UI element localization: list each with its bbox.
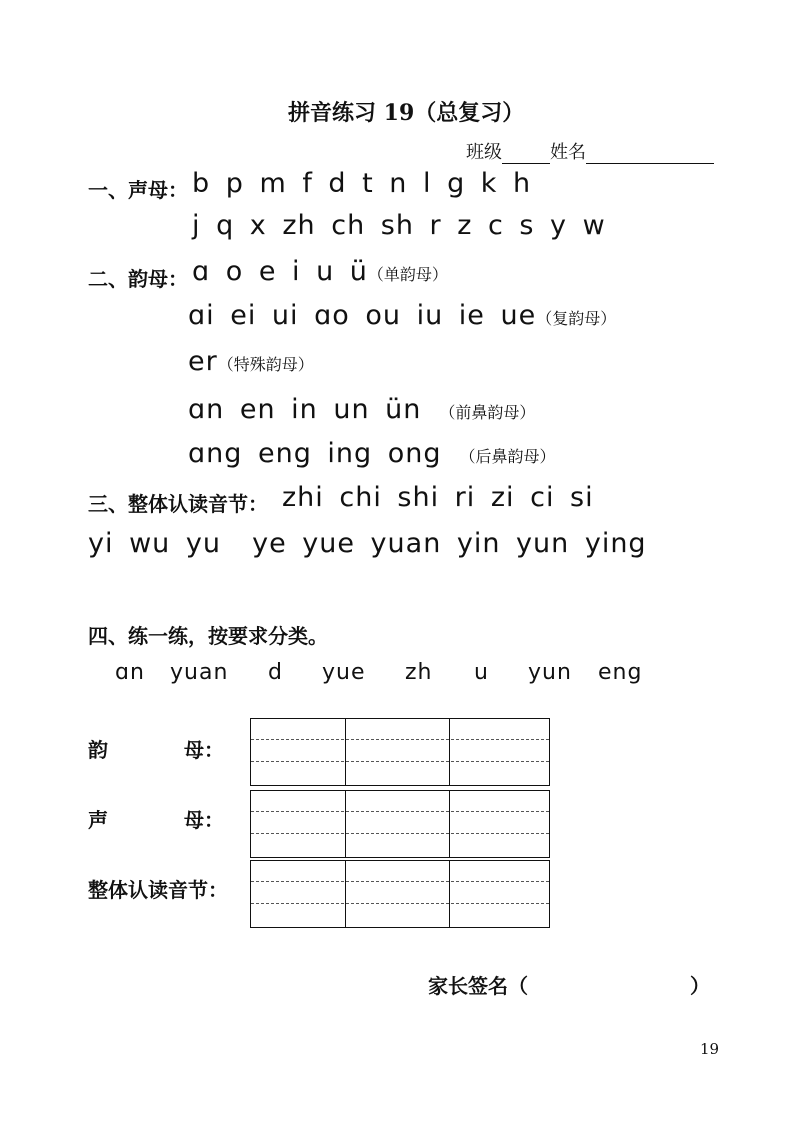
- special-final: er: [188, 346, 218, 377]
- parent-signature-close: ）: [690, 974, 710, 998]
- section2-label: 二、韵母：: [88, 267, 188, 291]
- page-title: 拼音练习 19（总复习）: [288, 100, 525, 126]
- guide-line: [251, 761, 549, 762]
- word-item: u: [474, 660, 489, 685]
- whole-syllables-row-1: zhi chi shi ri zi ci si: [282, 482, 594, 513]
- initials-row-1: b p m f d t n l g k h: [192, 168, 532, 199]
- front-nasal-line: [188, 394, 535, 425]
- guide-line: [251, 811, 549, 812]
- name-blank: [586, 145, 714, 164]
- finals-row-label-a: 韵: [88, 738, 108, 762]
- compound-finals-line: [188, 300, 616, 331]
- cell-divider: [345, 719, 346, 785]
- special-final-note: （特殊韵母）: [217, 355, 314, 374]
- finals-row-label-b: 母：: [184, 738, 224, 762]
- word-item: yue: [322, 660, 366, 685]
- back-nasal-note: （后鼻韵母）: [459, 447, 556, 466]
- page-number: 19: [700, 1040, 720, 1058]
- cell-divider: [345, 791, 346, 857]
- guide-line: [251, 739, 549, 740]
- whole-syllables-row-label: 整体认读音节：: [88, 878, 228, 902]
- whole-syllables-row-2: yi wu yu ye yue yuan yin yun ying: [88, 528, 647, 559]
- section3-label: 三、整体认读音节：: [88, 492, 268, 516]
- cell-divider: [449, 791, 450, 857]
- single-finals: ɑ o e i u ü: [192, 256, 368, 287]
- word-item: d: [268, 660, 283, 685]
- compound-finals-note: （复韵母）: [536, 309, 617, 328]
- whole-syllables-writing-grid[interactable]: [250, 860, 550, 928]
- word-item: zh: [405, 660, 433, 685]
- finals-writing-grid[interactable]: [250, 718, 550, 786]
- section4-label: 四、练一练，按要求分类。: [88, 624, 328, 648]
- word-item: yun: [528, 660, 572, 685]
- parent-signature-label: 家长签名（: [428, 974, 528, 998]
- cell-divider: [449, 719, 450, 785]
- word-item: eng: [598, 660, 643, 685]
- special-final-line: [188, 346, 314, 377]
- initials-writing-grid[interactable]: [250, 790, 550, 858]
- word-item: ɑn: [115, 660, 145, 685]
- initials-row-label-b: 母：: [184, 808, 224, 832]
- front-nasal-finals: ɑn en in un ün: [188, 394, 422, 425]
- back-nasal-finals: ɑng eng ing ong: [188, 438, 442, 469]
- cell-divider: [449, 861, 450, 927]
- single-finals-line: [192, 256, 448, 287]
- compound-finals: ɑi ei ui ɑo ou iu ie ue: [188, 300, 537, 331]
- class-blank: [502, 145, 550, 164]
- cell-divider: [345, 861, 346, 927]
- guide-line: [251, 833, 549, 834]
- section1-label: 一、声母：: [88, 178, 188, 202]
- word-item: yuan: [170, 660, 229, 685]
- name-label: 姓名: [550, 142, 586, 163]
- class-name-line: [466, 138, 714, 164]
- front-nasal-note: （前鼻韵母）: [439, 403, 536, 422]
- guide-line: [251, 881, 549, 882]
- back-nasal-line: [188, 438, 556, 469]
- initials-row-2: j q x zh ch sh r z c s y w: [192, 210, 606, 241]
- class-label: 班级: [466, 142, 502, 163]
- single-finals-note: （单韵母）: [367, 265, 448, 284]
- guide-line: [251, 903, 549, 904]
- initials-row-label-a: 声: [88, 808, 108, 832]
